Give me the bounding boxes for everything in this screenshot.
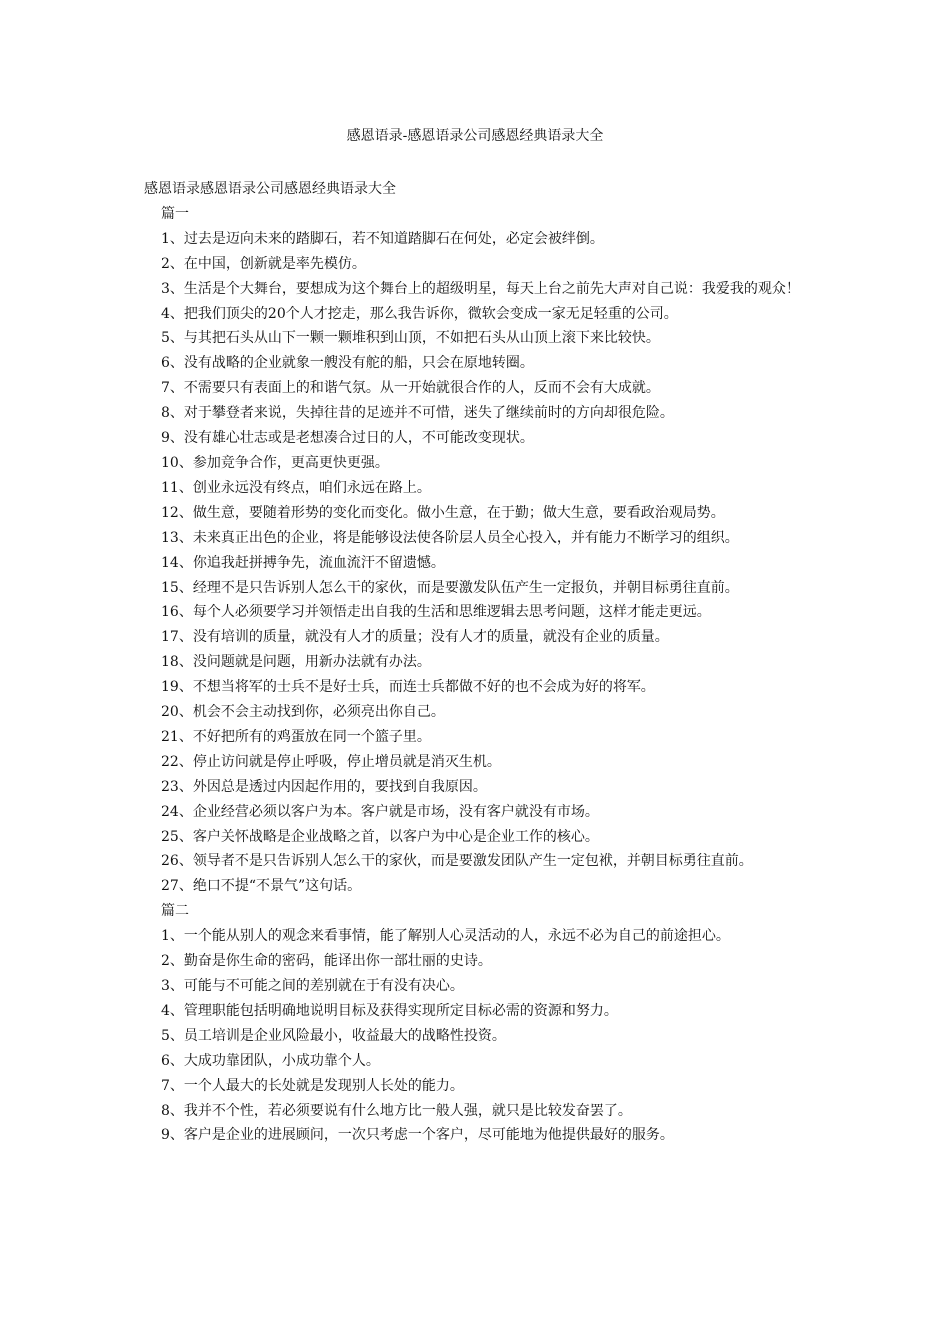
- list-item: 13、未来真正出色的企业，将是能够设法使各阶层人员全心投入，并有能力不断学习的组织。: [161, 529, 739, 546]
- section-heading: 篇一: [161, 205, 189, 222]
- list-item: 24、企业经营必须以客户为本。客户就是市场，没有客户就没有市场。: [161, 803, 599, 820]
- page-title: 感恩语录-感恩语录公司感恩经典语录大全: [346, 128, 604, 144]
- list-item: 21、不好把所有的鸡蛋放在同一个篮子里。: [161, 728, 431, 745]
- list-item: 2、在中国，创新就是率先模仿。: [161, 255, 366, 272]
- list-item: 8、对于攀登者来说，失掉往昔的足迹并不可惜，迷失了继续前时的方向却很危险。: [161, 405, 674, 422]
- list-item: 17、没有培训的质量，就没有人才的质量；没有人才的质量，就没有企业的质量。: [161, 629, 669, 646]
- list-item: 5、与其把石头从山下一颗一颗堆积到山顶，不如把石头从山顶上滚下来比较快。: [161, 330, 660, 347]
- list-item: 3、可能与不可能之间的差别就在于有没有决心。: [161, 978, 464, 994]
- list-item: 4、把我们顶尖的20个人才挖走，那么我告诉你，微软会变成一家无足轻重的公司。: [161, 305, 678, 322]
- list-item: 3、生活是个大舞台，要想成为这个舞台上的超级明星，每天上台之前先大声对自己说：我爱我的观众！: [161, 280, 800, 297]
- list-item: 6、大成功靠团队，小成功靠个人。: [161, 1052, 380, 1069]
- section-heading: 篇二: [161, 903, 189, 920]
- list-item: 23、外因总是透过内因起作用的，要找到自我原因。: [161, 778, 487, 795]
- list-item: 26、领导者不是只告诉别人怎么干的家伙，而是要激发团队产生一定包袱，并朝目标勇往直前。: [161, 853, 753, 870]
- list-item: 20、机会不会主动找到你，必须亮出你自己。: [161, 704, 445, 721]
- list-item: 6、没有战略的企业就象一艘没有舵的船，只会在原地转圈。: [161, 355, 534, 372]
- list-item: 14、你追我赶拼搏争先，流血流汗不留遗憾。: [161, 554, 445, 571]
- list-item: 10、参加竞争合作，更高更快更强。: [161, 454, 389, 471]
- list-item: 4、管理职能包括明确地说明目标及获得实现所定目标必需的资源和努力。: [161, 1002, 618, 1019]
- list-item: 2、勤奋是你生命的密码，能译出你一部壮丽的史诗。: [161, 953, 492, 970]
- list-item: 11、创业永远没有终点，咱们永远在路上。: [161, 479, 431, 496]
- list-item: 18、没问题就是问题，用新办法就有办法。: [161, 654, 431, 671]
- list-item: 15、经理不是只告诉别人怎么干的家伙，而是要激发队伍产生一定报负，并朝目标勇往直前。: [161, 579, 739, 596]
- list-item: 1、过去是迈向未来的踏脚石，若不知道踏脚石在何处，必定会被绊倒。: [161, 230, 604, 247]
- list-item: 7、一个人最大的长处就是发现别人长处的能力。: [161, 1077, 464, 1094]
- list-item: 7、不需要只有表面上的和谐气氛。从一开始就很合作的人，反而不会有大成就。: [161, 380, 660, 397]
- list-item: 12、做生意，要随着形势的变化而变化。做小生意，在于勤；做大生意，要看政治观局势。: [161, 504, 725, 521]
- document-subtitle: 感恩语录感恩语录公司感恩经典语录大全: [144, 181, 396, 197]
- list-item: 5、员工培训是企业风险最小，收益最大的战略性投资。: [161, 1027, 506, 1044]
- list-item: 27、绝口不提“不景气”这句话。: [161, 878, 362, 895]
- list-item: 8、我并不个性，若必须要说有什么地方比一般人强，就只是比较发奋罢了。: [161, 1102, 632, 1119]
- list-item: 9、客户是企业的进展顾问，一次只考虑一个客户，尽可能地为他提供最好的服务。: [161, 1127, 674, 1144]
- document-body: [144, 177, 810, 1148]
- list-item: 19、不想当将军的士兵不是好士兵，而连士兵都做不好的也不会成为好的将军。: [161, 679, 655, 696]
- list-item: 25、客户关怀战略是企业战略之首，以客户为中心是企业工作的核心。: [161, 828, 599, 845]
- list-item: 1、一个能从别人的观念来看事情，能了解别人心灵活动的人，永远不必为自己的前途担心。: [161, 928, 730, 945]
- list-item: 16、每个人必须要学习并领悟走出自我的生活和思维逻辑去思考问题，这样才能走更远。: [161, 604, 711, 621]
- list-item: 22、停止访问就是停止呼吸，停止增员就是消灭生机。: [161, 753, 501, 770]
- list-item: 9、没有雄心壮志或是老想凑合过日的人，不可能改变现状。: [161, 430, 534, 447]
